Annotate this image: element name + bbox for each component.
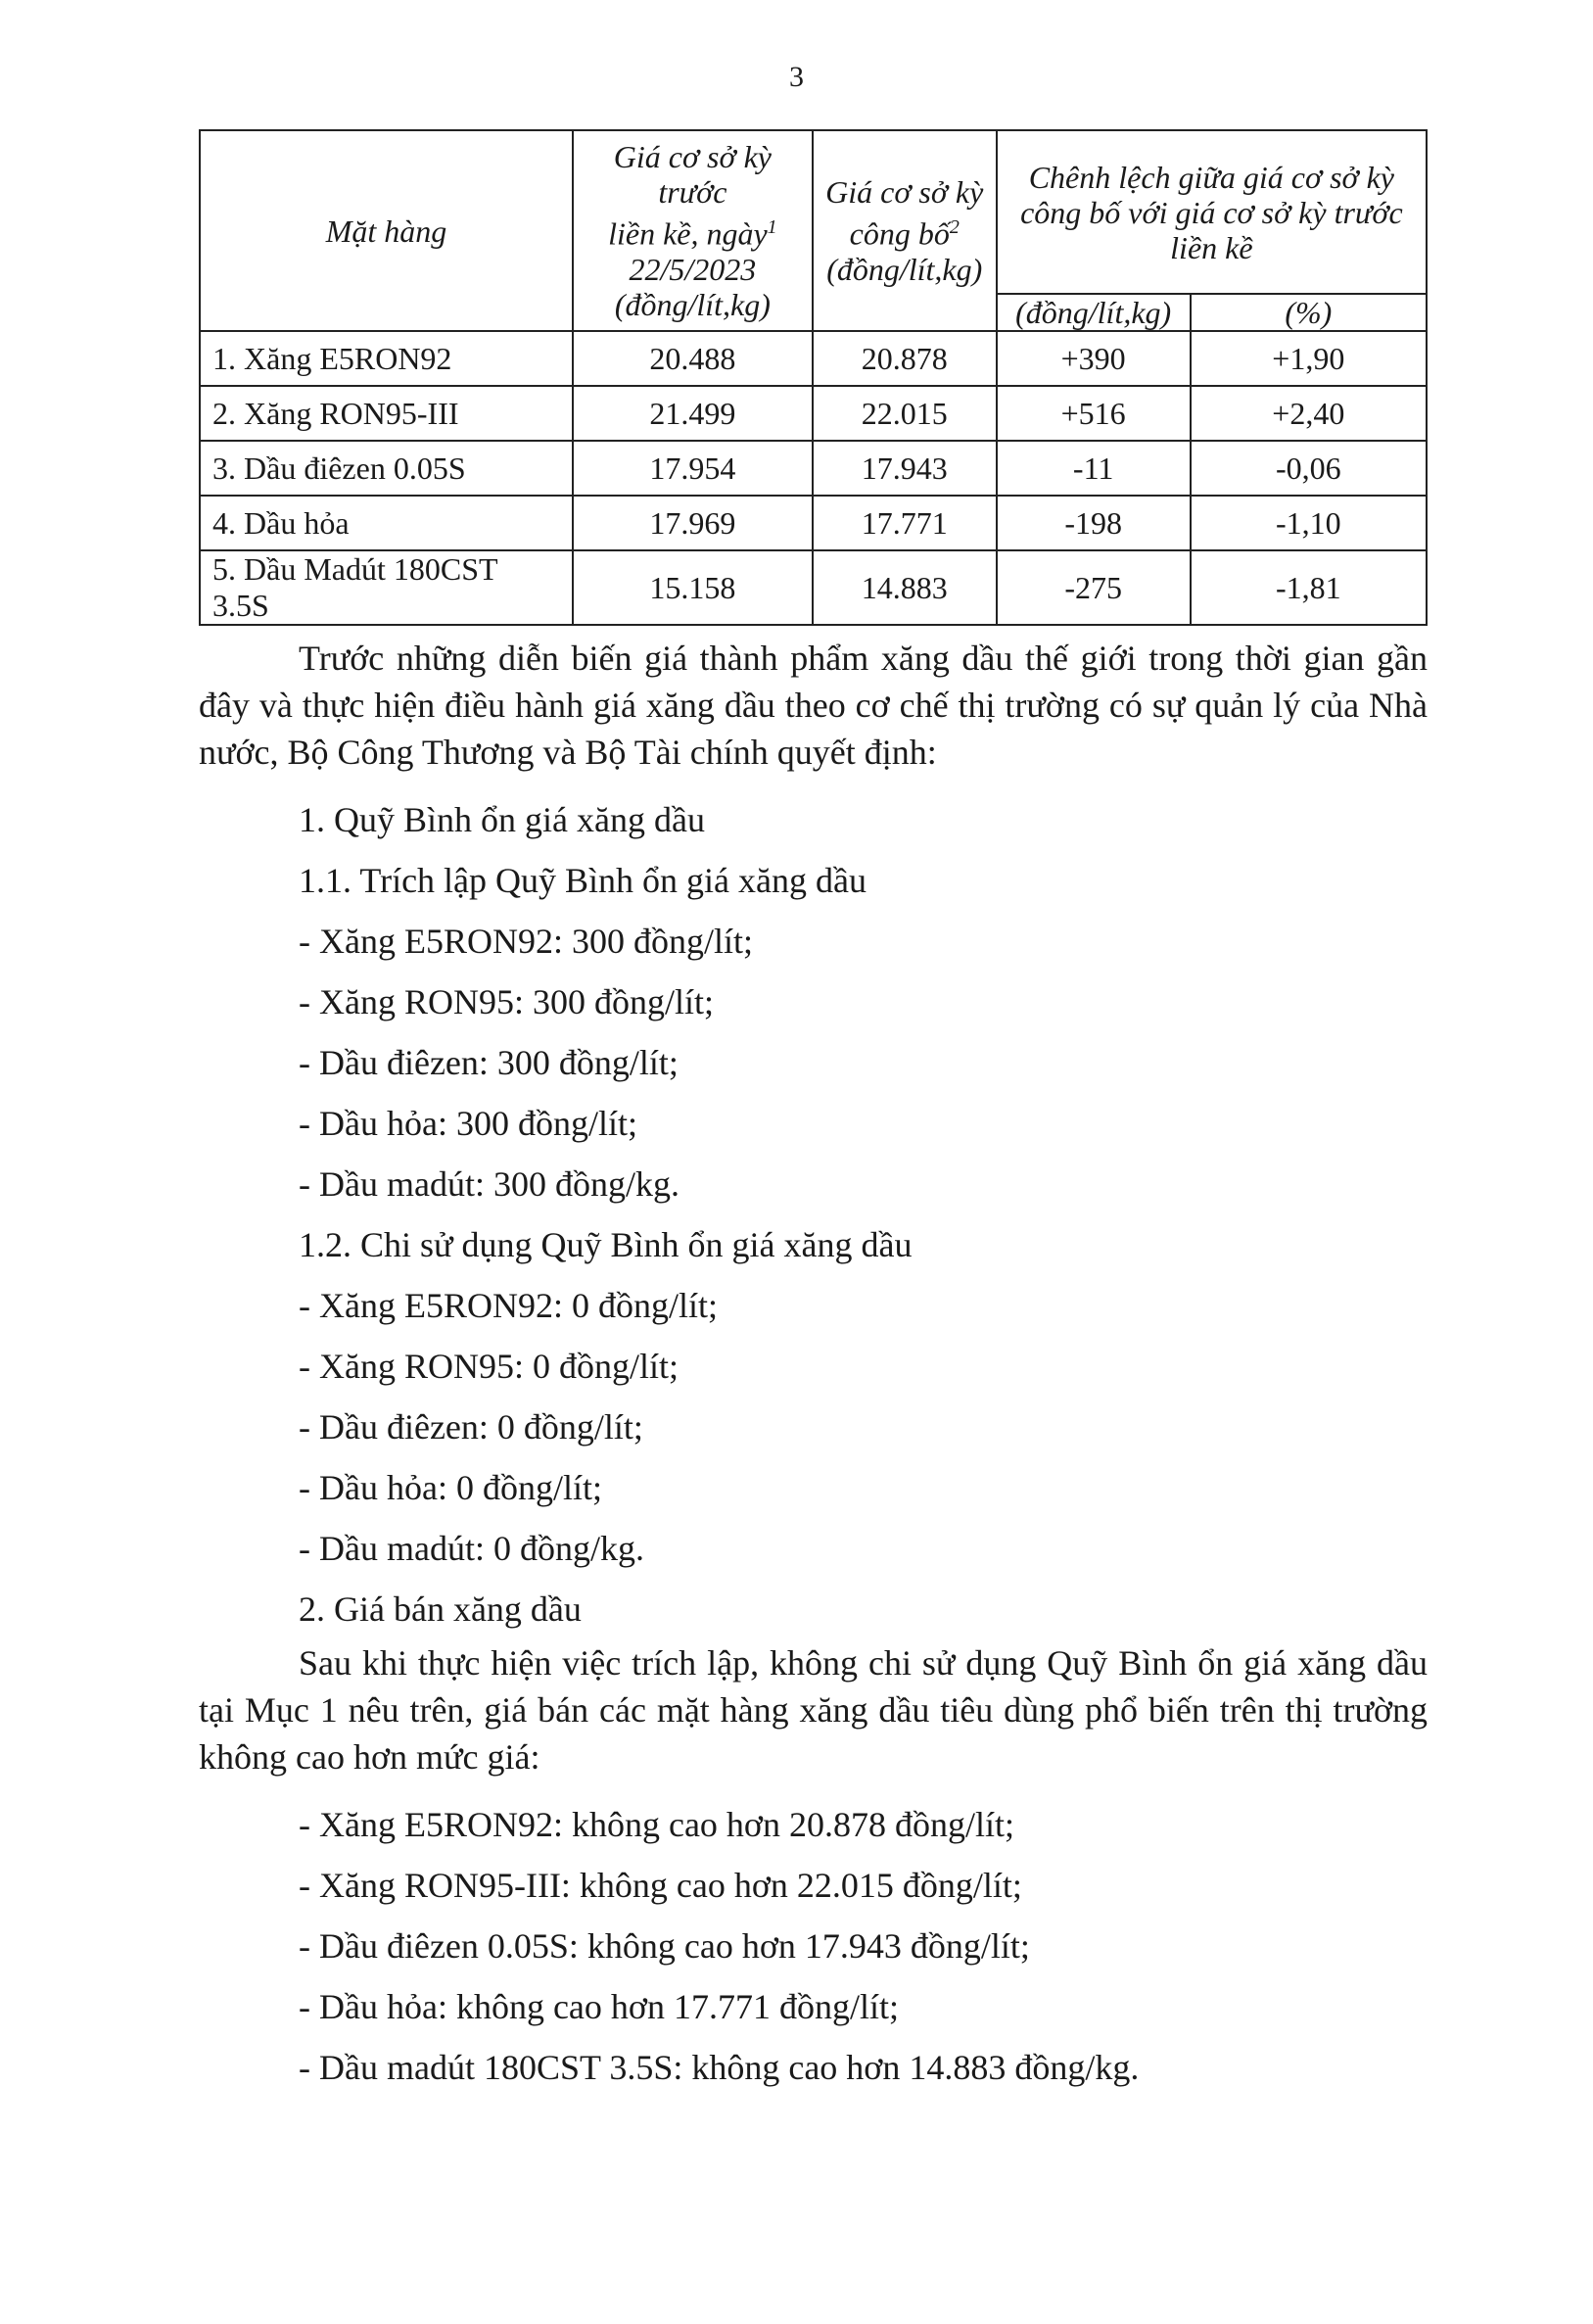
list-item: - Dầu điêzen: 300 đồng/lít;	[299, 1043, 679, 1082]
table-header-row	[200, 130, 1427, 294]
list-item: - Xăng E5RON92: không cao hơn 20.878 đồng/lít;	[299, 1805, 1014, 1844]
cell-difference: -275	[997, 550, 1191, 625]
table-row	[200, 441, 1427, 496]
cell-percent: -0,06	[1191, 441, 1427, 496]
section-1-2-heading: 1.2. Chi sử dụng Quỹ Bình ổn giá xăng dầu	[299, 1225, 913, 1264]
list-item: - Dầu điêzen 0.05S: không cao hơn 17.943 đồng/lít;	[299, 1926, 1030, 1966]
cell-current-price: 17.771	[813, 496, 997, 550]
header-item: Mặt hàng	[200, 130, 573, 331]
cell-difference: +390	[997, 331, 1191, 386]
list-item: - Dầu madút: 0 đồng/kg.	[299, 1529, 644, 1568]
cell-difference: -198	[997, 496, 1191, 550]
header-previous-price: Giá cơ sở kỳ trước liền kề, ngày$^1$ 22/5/2023 (đồng/lít,kg)	[573, 130, 813, 331]
list-item: - Dầu madút 180CST 3.5S: không cao hơn 14.883 đồng/kg.	[299, 2048, 1140, 2087]
cell-previous-price: 17.954	[573, 441, 813, 496]
list-item: - Dầu hỏa: không cao hơn 17.771 đồng/lít;	[299, 1987, 899, 2026]
document-body	[199, 635, 1428, 2098]
section-2-paragraph: Sau khi thực hiện việc trích lập, không chi sử dụng Quỹ Bình ổn giá xăng dầu tại Mục 1 nêu trên, giá bán các mặt hàng xăng dầu tiêu dùng phổ biến trên thị trường không cao hơn mức giá:	[199, 1643, 1428, 1777]
price-comparison-table	[199, 129, 1428, 626]
cell-difference: +516	[997, 386, 1191, 441]
cell-percent: -1,81	[1191, 550, 1427, 625]
intro-paragraph: Trước những diễn biến giá thành phẩm xăng dầu thế giới trong thời gian gần đây và thực hiện điều hành giá xăng dầu theo cơ chế thị trường có sự quản lý của Nhà nước, Bộ Công Thương và Bộ Tài chính quyết định:	[199, 639, 1428, 772]
list-item: - Xăng RON95: 300 đồng/lít;	[299, 982, 714, 1021]
cell-current-price: 14.883	[813, 550, 997, 625]
section-1-1-heading: 1.1. Trích lập Quỹ Bình ổn giá xăng dầu	[299, 861, 867, 900]
section-1-heading: 1. Quỹ Bình ổn giá xăng dầu	[299, 800, 705, 839]
cell-item-name: 3. Dầu điêzen 0.05S	[200, 441, 573, 496]
cell-item-name: 5. Dầu Madút 180CST 3.5S	[200, 550, 573, 625]
cell-previous-price: 20.488	[573, 331, 813, 386]
cell-item-name: 2. Xăng RON95-III	[200, 386, 573, 441]
list-item: - Xăng E5RON92: 300 đồng/lít;	[299, 922, 753, 961]
table-row	[200, 496, 1427, 550]
section-2-heading: 2. Giá bán xăng dầu	[299, 1589, 582, 1629]
cell-percent: -1,10	[1191, 496, 1427, 550]
list-item: - Dầu madút: 300 đồng/kg.	[299, 1164, 679, 1204]
table-row	[200, 550, 1427, 625]
header-difference-absolute: (đồng/lít,kg)	[997, 294, 1191, 331]
list-item: - Xăng E5RON92: 0 đồng/lít;	[299, 1286, 718, 1325]
list-item: - Dầu hỏa: 0 đồng/lít;	[299, 1468, 602, 1507]
header-current-price: Giá cơ sở kỳ công bố$^2$ (đồng/lít,kg)	[813, 130, 997, 331]
table-row	[200, 386, 1427, 441]
cell-difference: -11	[997, 441, 1191, 496]
cell-previous-price: 15.158	[573, 550, 813, 625]
cell-previous-price: 21.499	[573, 386, 813, 441]
cell-current-price: 20.878	[813, 331, 997, 386]
list-item: - Dầu điêzen: 0 đồng/lít;	[299, 1407, 643, 1447]
header-difference: Chênh lệch giữa giá cơ sở kỳ công bố với giá cơ sở kỳ trước liền kề	[997, 130, 1427, 294]
cell-item-name: 1. Xăng E5RON92	[200, 331, 573, 386]
cell-percent: +1,90	[1191, 331, 1427, 386]
header-difference-percent: (%)	[1191, 294, 1427, 331]
cell-current-price: 22.015	[813, 386, 997, 441]
cell-previous-price: 17.969	[573, 496, 813, 550]
page-number: 3	[789, 61, 804, 93]
table-row	[200, 331, 1427, 386]
list-item: - Xăng RON95-III: không cao hơn 22.015 đồng/lít;	[299, 1866, 1022, 1905]
list-item: - Dầu hỏa: 300 đồng/lít;	[299, 1104, 637, 1143]
cell-item-name: 4. Dầu hỏa	[200, 496, 573, 550]
list-item: - Xăng RON95: 0 đồng/lít;	[299, 1347, 679, 1386]
cell-percent: +2,40	[1191, 386, 1427, 441]
cell-current-price: 17.943	[813, 441, 997, 496]
